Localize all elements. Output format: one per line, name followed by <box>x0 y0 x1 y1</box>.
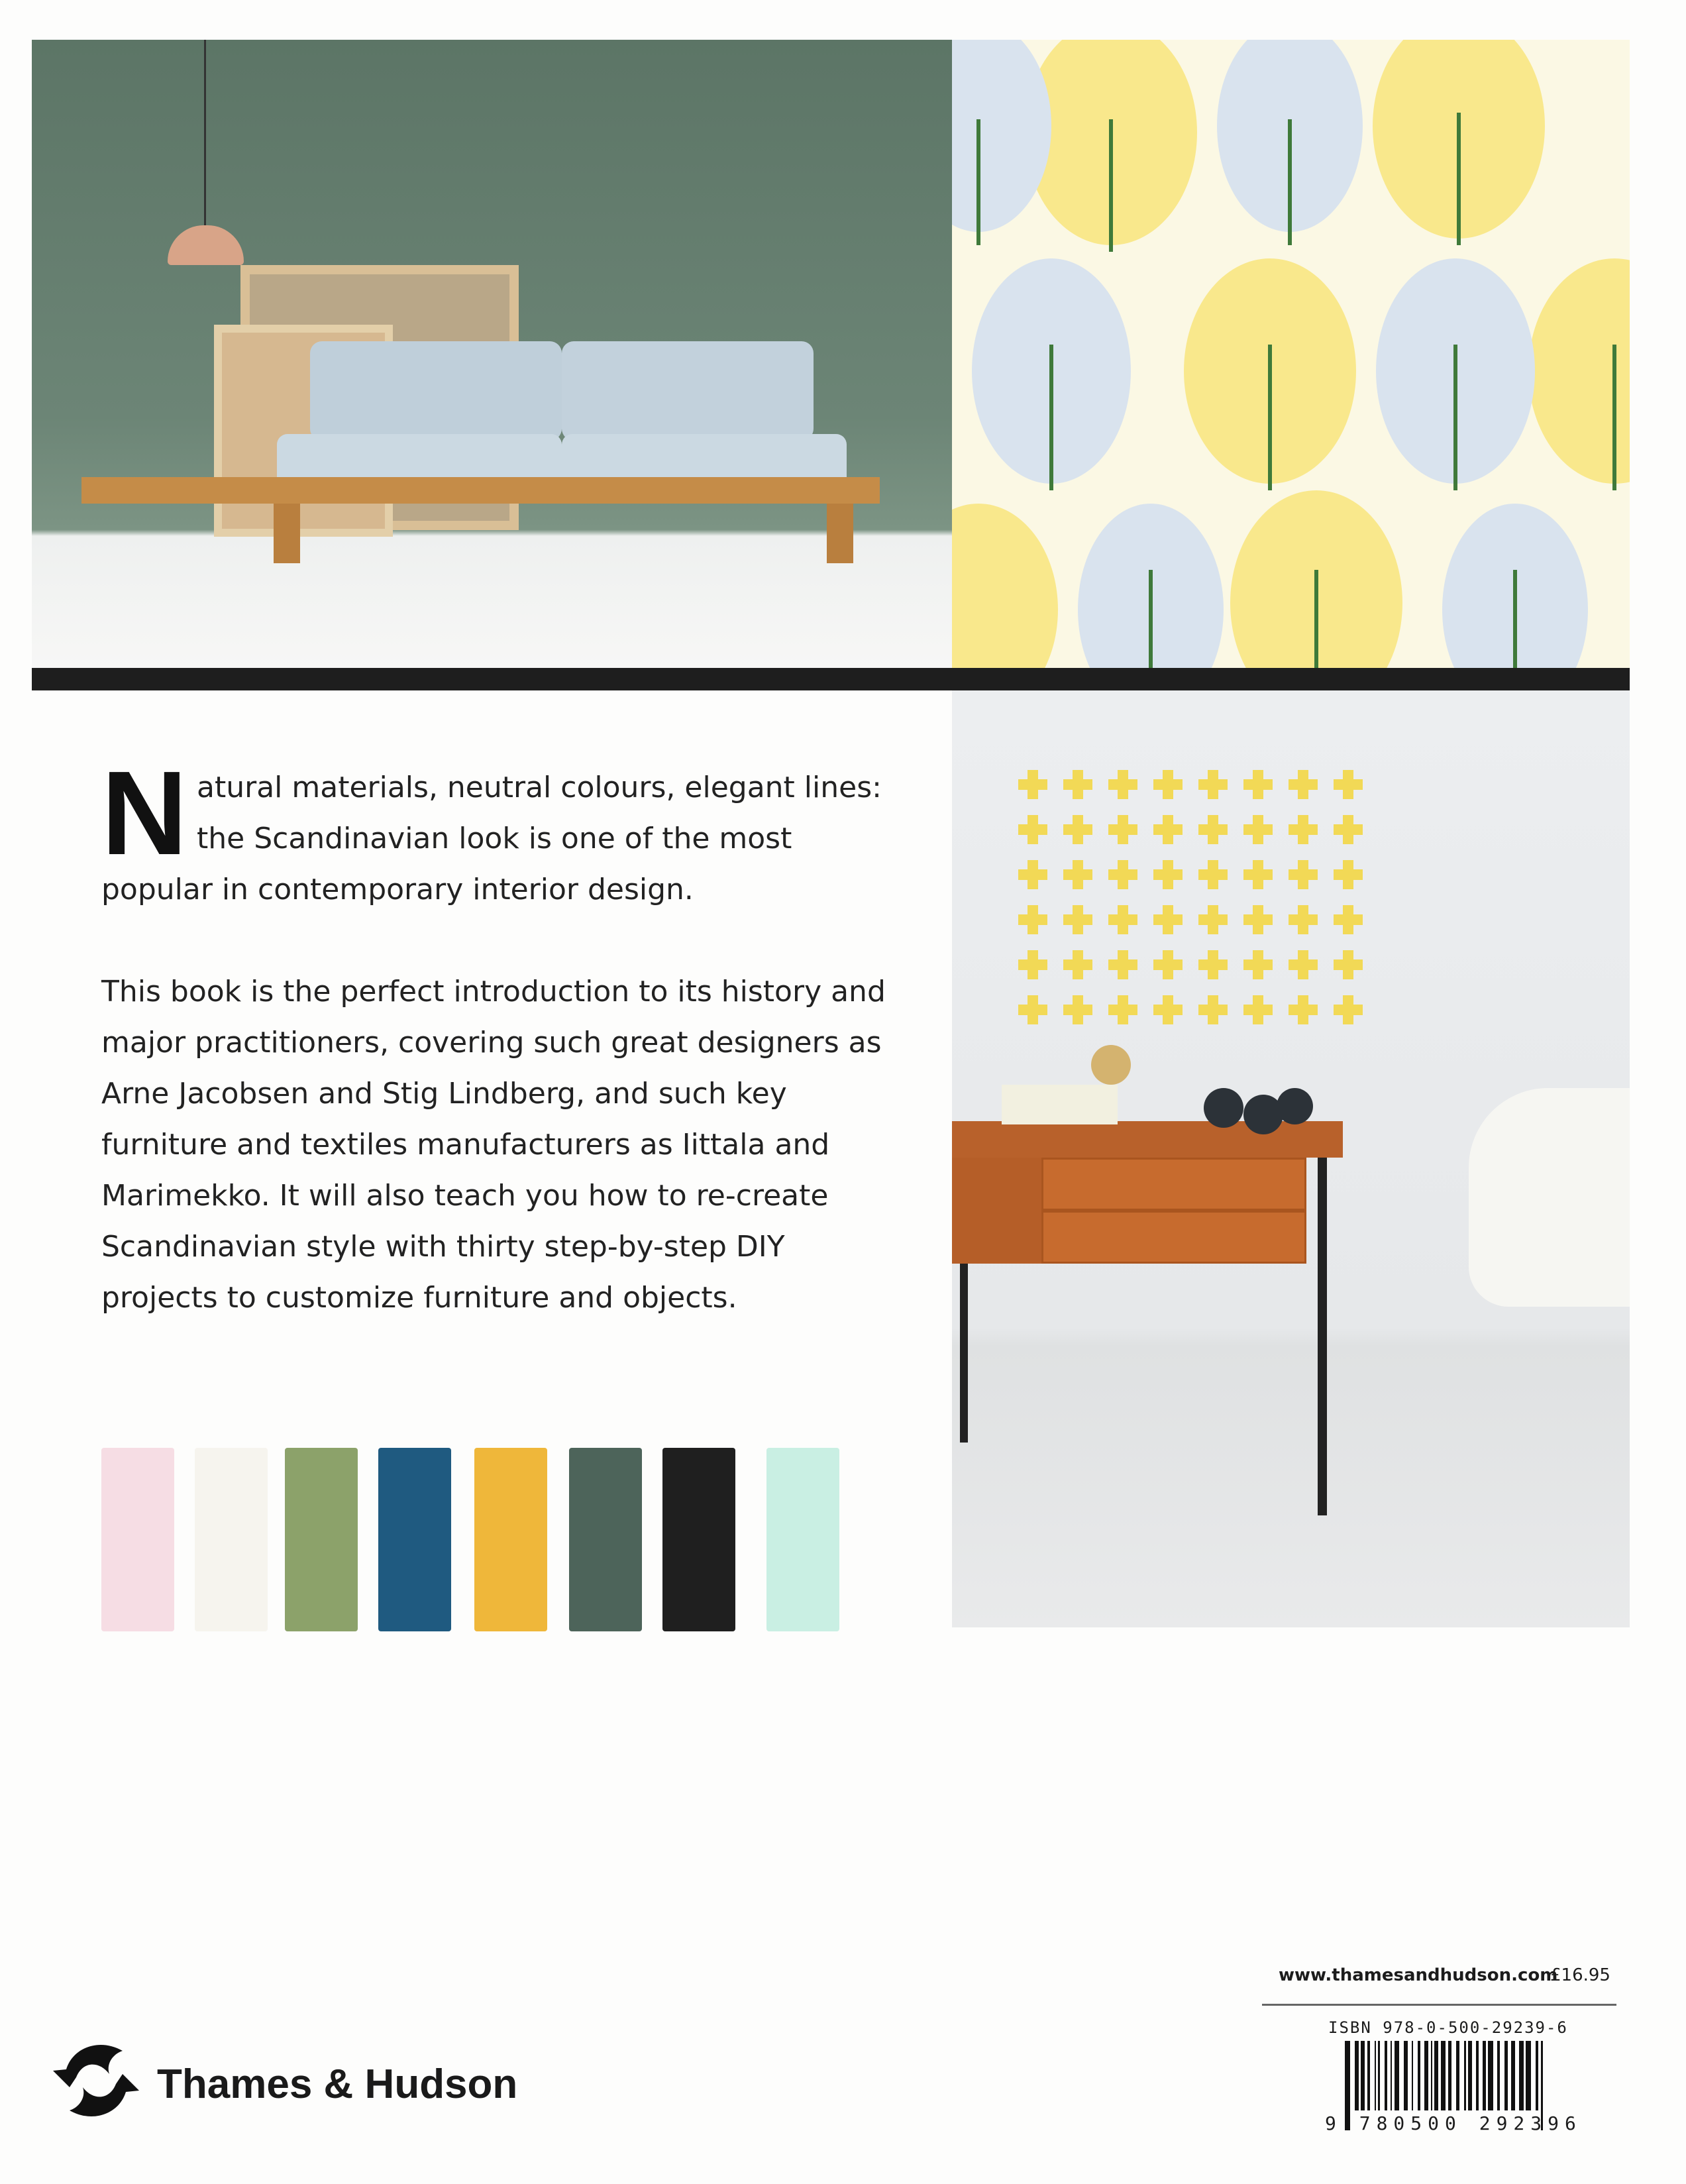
paint-swatch <box>378 1448 451 1631</box>
barcode-bar <box>1456 2041 1459 2110</box>
leaf-pattern-image <box>952 40 1630 668</box>
barcode-bar <box>1375 2041 1376 2110</box>
divider-line <box>1262 2004 1616 2006</box>
intro-text <box>101 747 896 1323</box>
cross-pattern <box>1018 770 1363 1035</box>
publisher-url[interactable]: www.thamesandhudson.com <box>1279 1965 1558 1985</box>
barcode-bar <box>1441 2041 1446 2110</box>
barcode-bar <box>1464 2041 1466 2110</box>
paint-swatch <box>662 1448 735 1631</box>
barcode-bar <box>1431 2041 1432 2110</box>
publisher-name: Thames & Hudson <box>157 2061 518 2107</box>
barcode-bar <box>1391 2041 1392 2110</box>
pendant-lamp <box>168 225 244 265</box>
barcode-bar <box>1476 2041 1479 2110</box>
paint-swatch <box>766 1448 839 1631</box>
barcode-bar <box>1418 2041 1420 2110</box>
divider-bar <box>32 668 1630 690</box>
barcode-bar <box>1448 2041 1451 2110</box>
dolphins-logo-icon <box>46 2038 146 2124</box>
barcode-bar <box>1536 2041 1538 2110</box>
paint-swatch <box>101 1448 174 1631</box>
barcode-bar <box>1424 2041 1428 2110</box>
isbn: ISBN 978-0-500-29239-6 <box>1328 2018 1568 2037</box>
barcode-bar <box>1361 2041 1365 2110</box>
barcode-bar <box>1385 2041 1387 2110</box>
intro-first-text: atural materials, neutral colours, elegant lines: the Scandinavian look is one of the most popular in contemporary interior design. <box>101 771 882 906</box>
price: £16.95 <box>1550 1965 1610 1985</box>
drop-cap: N <box>101 747 187 880</box>
intro-paragraph-1 <box>101 747 896 915</box>
sofa-photo <box>32 40 952 668</box>
barcode-bar <box>1497 2041 1500 2110</box>
leaf-pattern <box>952 40 1630 668</box>
barcode-bar <box>1367 2041 1370 2110</box>
barcode-bar <box>1519 2041 1524 2110</box>
barcode-bar <box>1468 2041 1472 2110</box>
barcode-bar <box>1526 2041 1531 2110</box>
barcode-bar <box>1404 2041 1408 2110</box>
barcode-digits: 9 780500 292396 <box>1325 2112 1582 2134</box>
paint-swatch <box>569 1448 642 1631</box>
barcode-bar <box>1488 2041 1493 2110</box>
desk-photo <box>952 690 1630 1627</box>
barcode-bar <box>1511 2041 1515 2110</box>
barcode-bar <box>1395 2041 1399 2110</box>
intro-paragraph-2: This book is the perfect introduction to its history and major practitioners, covering such great designers as Arne Jacobsen and Stig Lindberg, and such key furniture and textiles manufacturers as Iittala and Marimekko. It will also teach you how to re-create Scandinavian style with thirty step-by-step DIY projects to customize furniture and objects. <box>101 975 886 1315</box>
barcode-bar <box>1483 2041 1486 2110</box>
paint-swatch <box>285 1448 358 1631</box>
barcode-bar <box>1434 2041 1438 2110</box>
paint-swatch <box>474 1448 547 1631</box>
barcode-bar <box>1355 2041 1359 2110</box>
paint-swatch <box>195 1448 268 1631</box>
barcode-bar <box>1504 2041 1508 2110</box>
barcode-bar <box>1412 2041 1413 2110</box>
barcode-bar <box>1378 2041 1380 2110</box>
